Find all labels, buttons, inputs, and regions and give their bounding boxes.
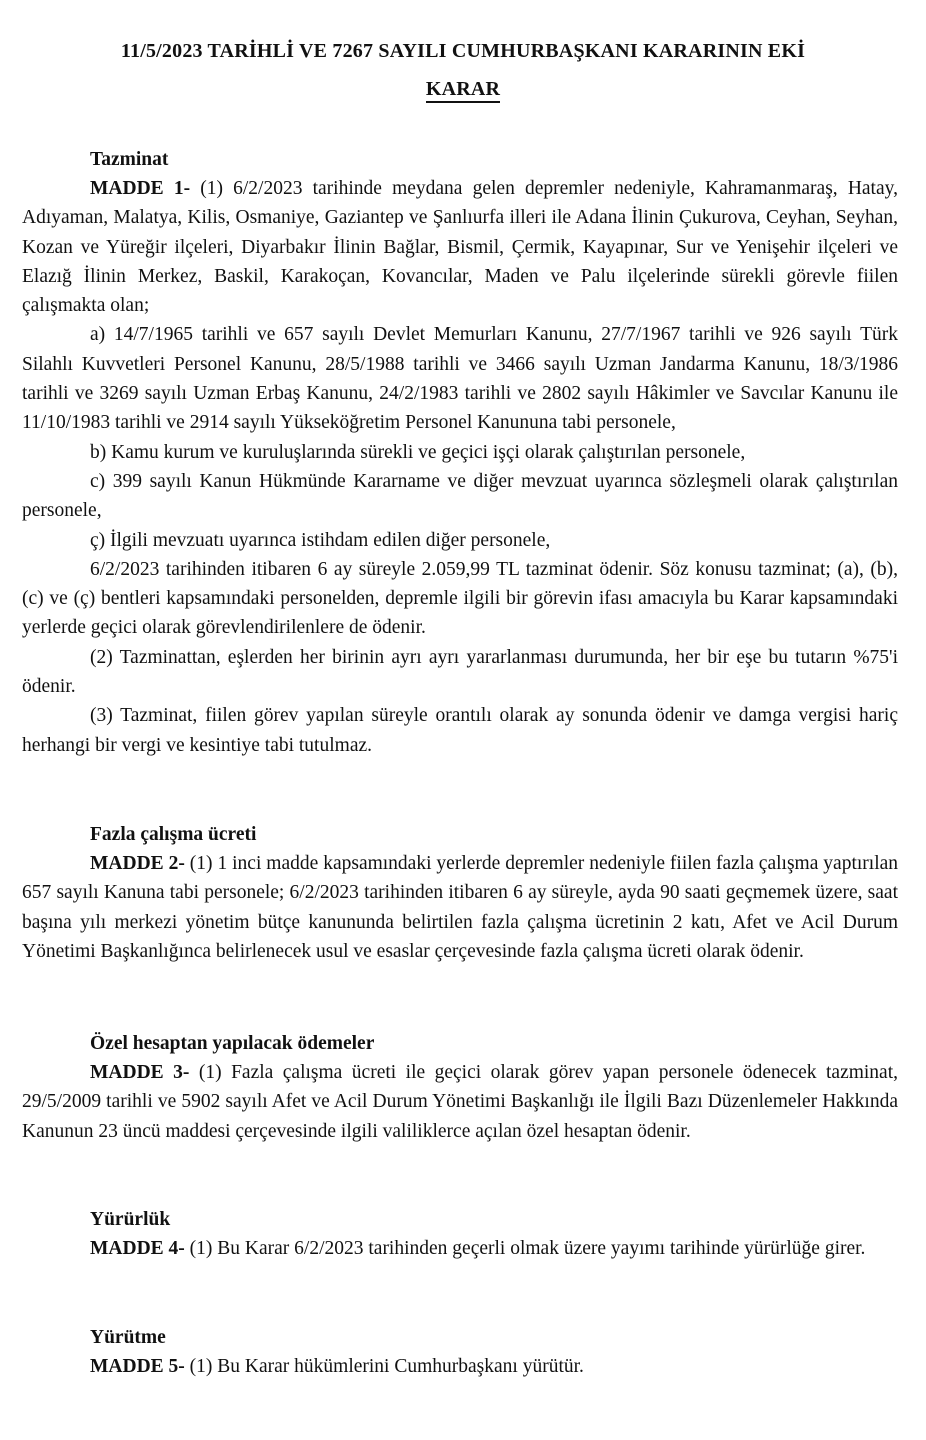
section-heading: Fazla çalışma ücreti	[90, 824, 257, 845]
article-text: (1) Bu Karar 6/2/2023 tarihinden geçerli olmak üzere yayımı tarihinde yürürlüğe girer.	[189, 1238, 866, 1259]
article-1-paragraph-2: (2) Tazminattan, eşlerden her birinin ayrı ayrı yararlanması durumunda, her bir eşe bu tutarın %75'i ödenir.	[22, 646, 898, 698]
section-heading: Özel hesaptan yapılacak ödemeler	[90, 1033, 375, 1054]
article-text: (1) Bu Karar hükümlerini Cumhurbaşkanı yürütür.	[189, 1356, 584, 1377]
article-3-paragraph-1	[22, 1058, 898, 1146]
article-2-paragraph-1	[22, 849, 898, 966]
article-5-paragraph-1	[22, 1352, 898, 1381]
article-text: (1) 1 inci madde kapsamındaki yerlerde depremler nedeniyle fiilen fazla çalışma yaptırılan 657 sayılı Kanuna tabi personele; 6/2/2023 tarihinden itibaren 6 ay süreyle, ayda 90 saati geçmemek üzere, saat başına yılı merkezi yönetim bütçe kanununda belirtilen fazla çalışma ücretinin 2 katı, Afet ve Acil Durum Yönetimi Başkanlığınca belirlenecek usul ve esaslar çerçevesinde fazla çalışma ücreti olarak ödenir.	[22, 853, 899, 962]
article-1-paragraph-3: (3) Tazminat, fiilen görev yapılan süreyle orantılı olarak ay sonunda ödenir ve damga vergisi hariç herhangi bir vergi ve kesintiye tabi tutulmaz.	[22, 705, 898, 756]
article-label: MADDE 5-	[90, 1356, 185, 1377]
section-heading: Yürütme	[90, 1327, 166, 1348]
article-1-item-a: a) 14/7/1965 tarihli ve 657 sayılı Devlet Memurları Kanunu, 27/7/1967 tarihli ve 926 sayılı Türk Silahlı Kuvvetleri Personel Kanunu, 28/5/1988 tarihli ve 3466 sayılı Uzman Jandarma Kanunu, 18/3/1986 tarihli ve 3269 sayılı Uzman Erbaş Kanunu, 24/2/1983 tarihli ve 2802 sayılı Hâkimler ve Savcılar Kanunu ile 11/10/1983 tarihli ve 2914 sayılı Yükseköğretim Personel Kanununa tabi personele,	[22, 324, 898, 434]
section-fazla-calisma	[22, 820, 898, 966]
article-1-paragraph-1	[22, 174, 898, 320]
document-title: 11/5/2023 TARİHLİ VE 7267 SAYILI CUMHURBAŞKANI KARARININ EKİ	[120, 40, 806, 62]
article-text: (1) Fazla çalışma ücreti ile geçici olarak görev yapan personele ödenecek tazminat, 29/5/2009 tarihli ve 5902 sayılı Afet ve Acil Durum Yönetimi Başkanlığı ile İlgili Bazı Düzenlemeler Hakkında Kanunun 23 üncü maddesi çerçevesinde ilgili valiliklerce açılan özel hesaptan ödenir.	[22, 1062, 899, 1142]
article-label: MADDE 4-	[90, 1238, 185, 1259]
article-label: MADDE 3-	[90, 1062, 190, 1083]
article-label: MADDE 1-	[90, 178, 191, 199]
section-tazminat	[22, 145, 898, 760]
article-1-item-cc: ç) İlgili mevzuatı uyarınca istihdam edilen diğer personele,	[90, 529, 551, 551]
document-subtitle	[0, 78, 926, 101]
section-heading: Tazminat	[90, 149, 169, 170]
article-1-item-b: b) Kamu kurum ve kuruluşlarında sürekli ve geçici işçi olarak çalıştırılan personele,	[90, 441, 746, 463]
section-yururluk	[22, 1205, 898, 1263]
article-text: (1) 6/2/2023 tarihinde meydana gelen depremler nedeniyle, Kahramanmaraş, Hatay, Adıyaman, Malatya, Kilis, Osmaniye, Gaziantep ve Şanlıurfa illeri ile Adana İlinin Çukurova, Ceyhan, Seyhan, Kozan ve Yüreğir ilçeleri, Diyarbakır İlinin Bağlar, Bismil, Çermik, Kayapınar, Sur ve Yenişehir ilçeleri ve Elazığ İlinin Merkez, Baskil, Karakoçan, Kovancılar, Maden ve Palu ilçelerinde sürekli görevle fiilen çalışmakta olan;	[22, 178, 898, 317]
article-1-payment-paragraph: 6/2/2023 tarihinden itibaren 6 ay süreyle 2.059,99 TL tazminat ödenir. Söz konusu tazminat; (a), (b), (c) ve (ç) bentleri kapsamındaki personelden, depremle ilgili bir görevin ifası amacıyla bu Karar kapsamındaki yerlerde geçici olarak görevlendirilenlere de ödenir.	[22, 558, 898, 639]
article-1-item-c: c) 399 sayılı Kanun Hükmünde Kararname ve diğer mevzuat uyarınca sözleşmeli olarak çalıştırılan personele,	[22, 470, 898, 522]
section-ozel-hesap	[22, 1029, 898, 1146]
section-yurutme	[22, 1323, 898, 1381]
article-label: MADDE 2-	[90, 853, 185, 874]
subtitle-text: KARAR	[426, 78, 500, 103]
section-heading: Yürürlük	[90, 1209, 171, 1230]
article-4-paragraph-1	[22, 1234, 898, 1263]
